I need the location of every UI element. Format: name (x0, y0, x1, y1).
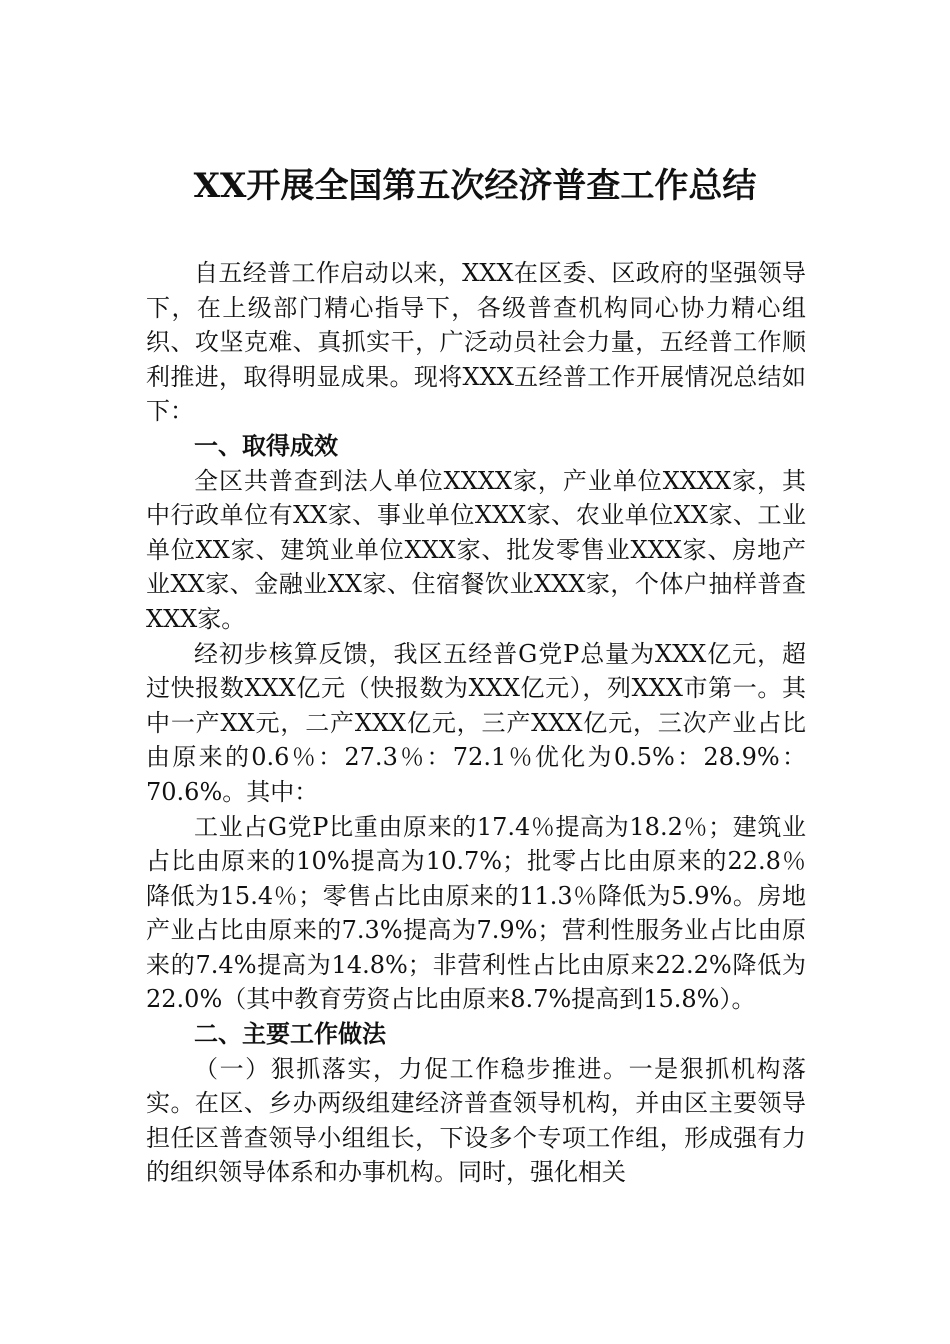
section-heading-results: 一、取得成效 (194, 431, 338, 460)
results-paragraph-gdp: 经初步核算反馈，我区五经普G党P总量为XXX亿元，超过快报数XXX亿元（快报数为XXX亿元），列XXX市第一。其中一产XX元，二产XXX亿元，三产XXX亿元，三次产业占比由原来的0.6％：27.3％：72.1％优化为0.5%：28.9%：70.6%。其中： (146, 639, 806, 806)
section-heading-methods: 二、主要工作做法 (194, 1020, 386, 1049)
document-body (146, 256, 806, 1190)
document-title: XX开展全国第五次经济普查工作总结 (193, 166, 757, 206)
results-paragraph-shares: 工业占G党P比重由原来的17.4％提高为18.2％；建筑业占比由原来的10%提高为10.7%；批零占比由原来的22.8％降低为15.4％；零售占比由原来的11.3％降低为5.9%。房地产业占比由原来的7.3%提高为7.9%；营利性服务业占比由原来的7.4%提高为14.8%；非营利性占比由原来22.2%降低为22.0%（其中教育劳资占比由原来8.7%提高到15.8%）。 (146, 812, 806, 1014)
methods-paragraph-1: （一）狠抓落实，力促工作稳步推进。一是狠抓机构落实。在区、乡办两级组建经济普查领导机构，并由区主要领导担任区普查领导小组组长，下设多个专项工作组，形成强有力的组织领导体系和办事机构。同时，强化相关 (146, 1054, 806, 1187)
results-paragraph-units: 全区共普查到法人单位XXXX家，产业单位XXXX家，其中行政单位有XX家、事业单位XXX家、农业单位XX家、工业单位XX家、建筑业单位XXX家、批发零售业XXX家、房地产业XX家、金融业XX家、住宿餐饮业XXX家，个体户抽样普查XXX家。 (146, 466, 806, 633)
intro-paragraph: 自五经普工作启动以来，XXX在区委、区政府的坚强领导下，在上级部门精心指导下，各级普查机构同心协力精心组织、攻坚克难、真抓实干，广泛动员社会力量，五经普工作顺利推进，取得明显成果。现将XXX五经普工作开展情况总结如下： (146, 259, 806, 426)
